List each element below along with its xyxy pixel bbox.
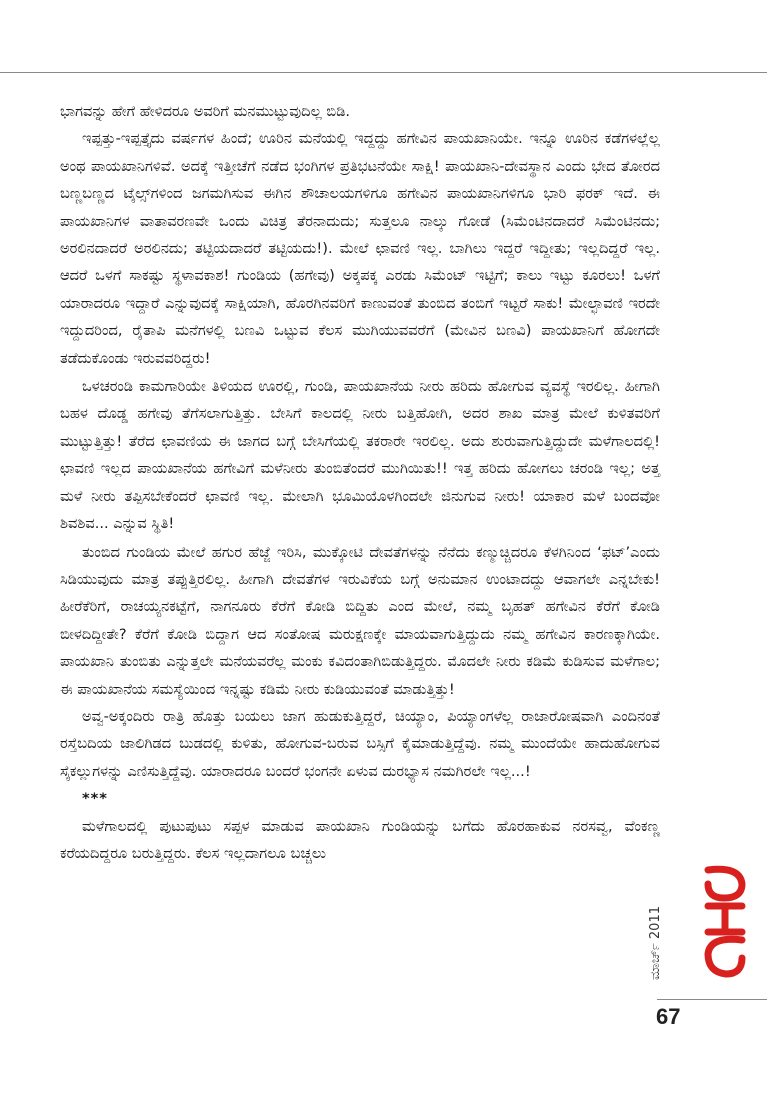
logo-stroke-2 <box>708 906 742 932</box>
logo-stroke-3 <box>708 939 742 974</box>
paragraph-3: ಒಳಚರಂಡಿ ಕಾಮಗಾರಿಯೇ ತಿಳಿಯದ ಊರಲ್ಲಿ, ಗುಂಡಿ, ಪಾಯಖಾನೆಯ ನೀರು ಹರಿದು ಹೋಗುವ ವ್ಯವಸ್ಥೆ ಇರಲಿಲ್ಲ. ಹೀಗಾಗಿ ಬಹಳ ದೊಡ್ಡ ಹಗೇವು ತೆಗೆಸಲಾಗುತ್ತಿತ್ತು. ಬೇಸಿಗೆ ಕಾಲದಲ್ಲಿ ನೀರು ಬತ್ತಿಹೋಗಿ, ಅದರ ಶಾಖ ಮಾತ್ರ ಮೇಲೆ ಕುಳಿತವರಿಗೆ ಮುಟ್ಟುತ್ತಿತ್ತು! ತೆರೆದ ಛಾವಣಿಯ ಈ ಜಾಗದ ಬಗ್ಗೆ ಬೇಸಿಗೆಯಲ್ಲಿ ತಕರಾರೇ ಇರಲಿಲ್ಲ. ಅದು ಶುರುವಾಗುತ್ತಿದ್ದುದೇ ಮಳೆಗಾಲದಲ್ಲಿ! ಛಾವಣಿ ಇಲ್ಲದ ಪಾಯಖಾನೆಯ ಹಗೇವಿಗೆ ಮಳೆನೀರು ತುಂಬಿತೆಂದರೆ ಮುಗಿಯಿತು!! ಇತ್ತ ಹರಿದು ಹೋಗಲು ಚರಂಡಿ ಇಲ್ಲ; ಅತ್ತ ಮಳೆ ನೀರು ತಪ್ಪಿಸಬೇಕೆಂದರೆ ಛಾವಣಿ ಇಲ್ಲ. ಮೇಲಾಗಿ ಭೂಮಿಯೊಳಗಿಂದಲೇ ಜಿನುಗುವ ನೀರು! ಯಾಕಾರ ಮಳೆ ಬಂದವೋ ಶಿವಶಿವ... ಎನ್ನುವ ಸ್ಥಿತಿ! <box>60 378 660 533</box>
paragraph-2: ಇಪ್ಪತ್ತು-ಇಪ್ಪತ್ತೈದು ವರ್ಷಗಳ ಹಿಂದೆ; ಊರಿನ ಮನೆಯಲ್ಲಿ ಇದ್ದದ್ದು ಹಗೇವಿನ ಪಾಯಖಾನಿಯೇ. ಇನ್ನೂ ಊರಿನ ಕಡೆಗಳಲ್ಲೆಲ್ಲ ಅಂಥ ಪಾಯಖಾನಿಗಳಿವೆ. ಅದಕ್ಕೆ ಇತ್ತೀಚೆಗೆ ನಡೆದ ಭಂಗಿಗಳ ಪ್ರತಿಭಟನೆಯೇ ಸಾಕ್ಷಿ! ಪಾಯಖಾನಿ-ದೇವಸ್ಥಾನ ಎಂದು ಭೇದ ತೋರದ ಬಣ್ಣಬಣ್ಣದ ಟೈಲ್ಸ್‌ಗಳಿಂದ ಜಗಮಗಿಸುವ ಈಗಿನ ಶೌಚಾಲಯಗಳಿಗೂ ಹಗೇವಿನ ಪಾಯಖಾನಿಗಳಿಗೂ ಭಾರಿ ಫರಕ್ ಇದೆ. ಈ ಪಾಯಖಾನಿಗಳ ವಾತಾವರಣವೇ ಒಂದು ವಿಚಿತ್ರ ತೆರನಾದುದು; ಸುತ್ತಲೂ ನಾಲ್ಕು ಗೋಡೆ (ಸಿಮೆಂಟಿನದಾದರೆ ಸಿಮೆಂಟಿನದು; ಅರಲಿನದಾದರೆ ಅರಲಿನದು; ತಟ್ಟಿಯದಾದರೆ ತಟ್ಟಿಯದು!). ಮೇಲೆ ಛಾವಣಿ ಇಲ್ಲ. ಬಾಗಿಲು ಇದ್ದರೆ ಇದ್ದೀತು; ಇಲ್ಲದಿದ್ದರೆ ಇಲ್ಲ. ಆದರೆ ಒಳಗೆ ಸಾಕಷ್ಟು ಸ್ಥಳಾವಕಾಶ! ಗುಂಡಿಯ (ಹಗೇವು) ಅಕ್ಕಪಕ್ಕ ಎರಡು ಸಿಮೆಂಟ್ ಇಟ್ಟಿಗೆ; ಕಾಲು ಇಟ್ಟು ಕೂರಲು! ಒಳಗೆ ಯಾರಾದರೂ ಇದ್ದಾರೆ ಎನ್ನುವುದಕ್ಕೆ ಸಾಕ್ಷಿಯಾಗಿ, ಹೊರಗಿನವರಿಗೆ ಕಾಣುವಂತೆ ತುಂಬಿದ ತಂಬಿಗೆ ಇಟ್ಟರೆ ಸಾಕು! ಮೇಲ್ಛಾವಣಿ ಇರದೇ ಇದ್ದುದರಿಂದ, ರೈತಾಪಿ ಮನೆಗಳಲ್ಲಿ ಬಣವಿ ಒಟ್ಟುವ ಕೆಲಸ ಮುಗಿಯುವವರೆಗೆ (ಮೇವಿನ ಬಣವಿ) ಪಾಯಖಾನಿಗೆ ಹೋಗದೇ ತಡೆದುಕೊಂಡು ಇರುವವರಿದ್ದರು! <box>60 130 660 367</box>
paragraph-6: ಮಳೆಗಾಲದಲ್ಲಿ ಪುಟುಪುಟು ಸಪ್ಪಳ ಮಾಡುವ ಪಾಯಖಾನಿ ಗುಂಡಿಯನ್ನು ಬಗೆದು ಹೊರಹಾಕುವ ನರಸವ್ವ, ವೆಂಕಣ್ಣ ಕರೆಯದಿದ್ದರೂ ಬರುತ್ತಿದ್ದರು. ಕೆಲಸ ಇಲ್ಲದಾಗಲೂ ಬಚ್ಚಲು <box>60 817 660 862</box>
logo-stroke-1 <box>708 869 742 898</box>
page-number: 67 <box>656 1004 681 1029</box>
paragraph-1: ಭಾಗವನ್ನು ಹೇಗೆ ಹೇಳಿದರೂ ಅವರಿಗೆ ಮನಮುಟ್ಟುವುದಿಲ್ಲ ಬಿಡಿ. <box>60 103 351 120</box>
magazine-logo <box>700 862 750 982</box>
paragraph-5: ಅವ್ವ-ಅಕ್ಕಂದಿರು ರಾತ್ರಿ ಹೊತ್ತು ಬಯಲು ಜಾಗ ಹುಡುಕುತ್ತಿದ್ದರೆ, ಚಿಯ್ಯಾಂ, ಪಿಯ್ಯಾಂಗಳೆಲ್ಲ ರಾಜಾರೋಷವಾಗಿ ಎಂದಿನಂತೆ ರಸ್ತೆಬದಿಯ ಜಾಲಿಗಿಡದ ಬುಡದಲ್ಲಿ ಕುಳಿತು, ಹೋಗುವ-ಬರುವ ಬಸ್ಸಿಗೆ ಕೈಮಾಡುತ್ತಿದ್ದೆವು. ನಮ್ಮ ಮುಂದೆಯೇ ಹಾದುಹೋಗುವ ಸೈಕಲ್ಲುಗಳನ್ನು ಎಣಿಸುತ್ತಿದ್ದೆವು. ಯಾರಾದರೂ ಬಂದರೆ ಭಂಗನೇ ಏಳುವ ದುರಭ್ಯಾಸ ನಮಗಿರಲೇ ಇಲ್ಲ...! <box>60 707 660 780</box>
magazine-logo-strokes <box>708 869 742 974</box>
header-rule <box>0 72 767 73</box>
article-body <box>60 98 660 867</box>
issue-date: ಮಾರ್ಚ್ 2011 <box>648 906 663 980</box>
footer-rule <box>657 999 767 1000</box>
paragraph-4: ತುಂಬಿದ ಗುಂಡಿಯ ಮೇಲೆ ಹಗುರ ಹೆಜ್ಜೆ ಇರಿಸಿ, ಮುಕ್ಕೋಟಿ ದೇವತೆಗಳನ್ನು ನೆನೆದು ಕಣ್ಮುಚ್ಚಿದರೂ ಕೆಳಗಿನಿಂದ ‘ಫಟ್’ಎಂದು ಸಿಡಿಯುವುದು ಮಾತ್ರ ತಪ್ಪುತ್ತಿರಲಿಲ್ಲ. ಹೀಗಾಗಿ ದೇವತೆಗಳ ಇರುವಿಕೆಯ ಬಗ್ಗೆ ಅನುಮಾನ ಉಂಟಾದದ್ದು ಆವಾಗಲೇ ಎನ್ನಬೇಕು! ಹೀರೆಕೆರಿಗೆ, ರಾಚಯ್ಯನಕಟ್ಟೆಗೆ, ನಾಗನೂರು ಕೆರೆಗೆ ಕೋಡಿ ಬಿದ್ದಿತು ಎಂದ ಮೇಲೆ, ನಮ್ಮ ಬೃಹತ್ ಹಗೇವಿನ ಕೆರೆಗೆ ಕೋಡಿ ಬೀಳದಿದ್ದೀತೇ? ಕೆರೆಗೆ ಕೋಡಿ ಬಿದ್ದಾಗ ಆದ ಸಂತೋಷ ಮರುಕ್ಷಣಕ್ಕೇ ಮಾಯವಾಗುತ್ತಿದ್ದುದು ನಮ್ಮ ಹಗೇವಿನ ಕಾರಣಕ್ಕಾಗಿಯೇ. ಪಾಯಖಾನಿ ತುಂಬಿತು ಎನ್ನುತ್ತಲೇ ಮನೆಯವರೆಲ್ಲ ಮಂಕು ಕವಿದಂತಾಗಿಬಿಡುತ್ತಿದ್ದರು. ಮೊದಲೇ ನೀರು ಕಡಿಮೆ ಕುಡಿಸುವ ಮಳೆಗಾಲ; ಈ ಪಾಯಖಾನೆಯ ಸಮಸ್ಯೆಯಿಂದ ಇನ್ನಷ್ಟು ಕಡಿಮೆ ನೀರು ಕುಡಿಯುವಂತೆ ಮಾಡುತ್ತಿತ್ತು! <box>60 543 660 698</box>
magazine-logo-graphic <box>700 862 750 982</box>
section-break: *** <box>82 790 108 808</box>
